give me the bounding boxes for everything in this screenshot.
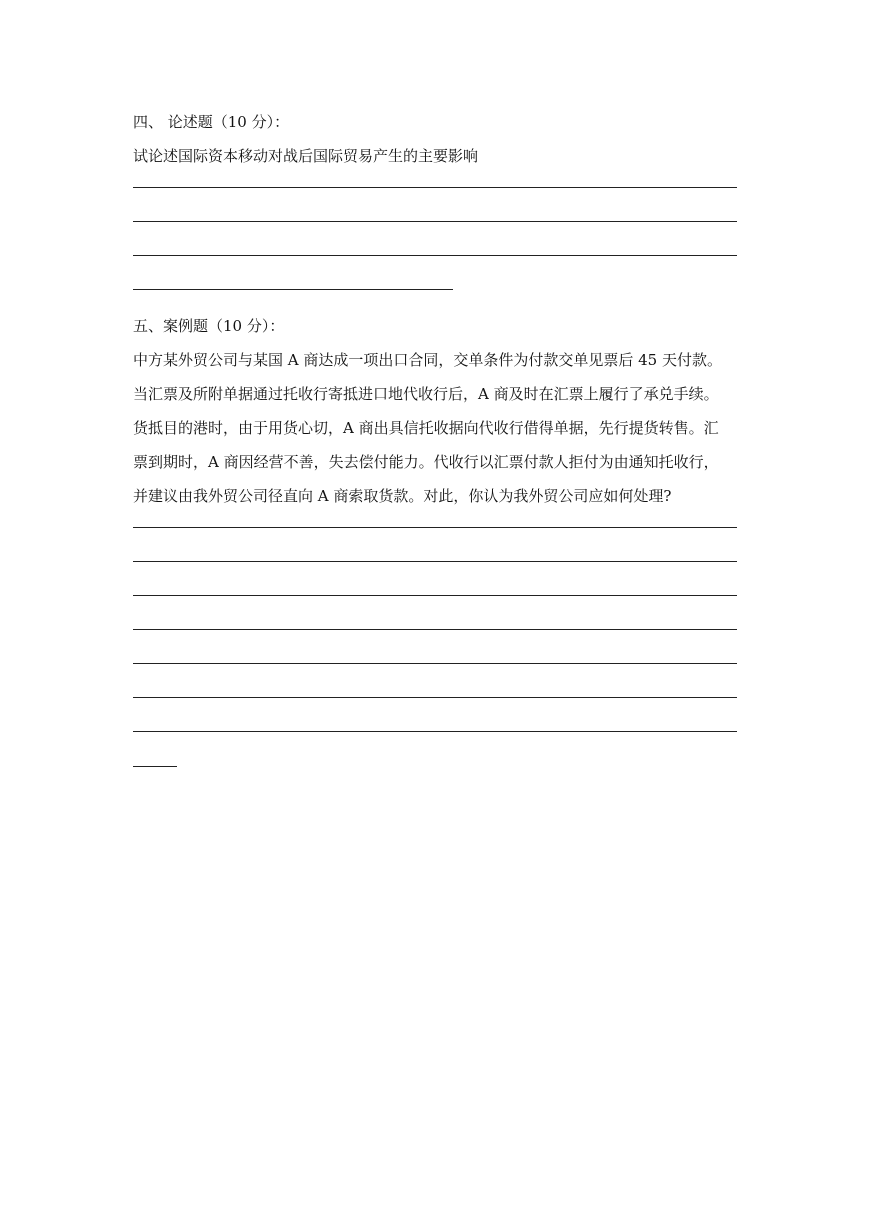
section-4-heading: 四、 论述题（10 分）： [133,113,290,131]
answer-line [133,731,737,732]
case-text-line: 票到期时，A 商因经营不善，失去偿付能力。代收行以汇票付款人拒付为由通知托收行， [133,453,719,471]
answer-line [133,629,737,630]
answer-line [133,187,737,188]
answer-line [133,663,737,664]
answer-line [133,289,453,290]
section-5-heading: 五、案例题（10 分）： [133,317,285,335]
answer-line [133,595,737,596]
section-4-question: 试论述国际资本移动对战后国际贸易产生的主要影响 [133,147,479,165]
answer-line [133,255,737,256]
answer-line [133,221,737,222]
case-text-line: 货抵目的港时，由于用货心切，A 商出具信托收据向代收行借得单据，先行提货转售。汇 [133,419,719,437]
answer-line [133,527,737,528]
case-text-line: 当汇票及所附单据通过托收行寄抵进口地代收行后，A 商及时在汇票上履行了承兑手续。 [133,385,719,403]
answer-line [133,766,177,767]
answer-line [133,561,737,562]
answer-line [133,697,737,698]
case-text-line: 中方某外贸公司与某国 A 商达成一项出口合同，交单条件为付款交单见票后 45 天付款。 [133,351,722,369]
case-text-line: 并建议由我外贸公司径直向 A 商索取货款。对此，你认为我外贸公司应如何处理? [133,487,672,505]
